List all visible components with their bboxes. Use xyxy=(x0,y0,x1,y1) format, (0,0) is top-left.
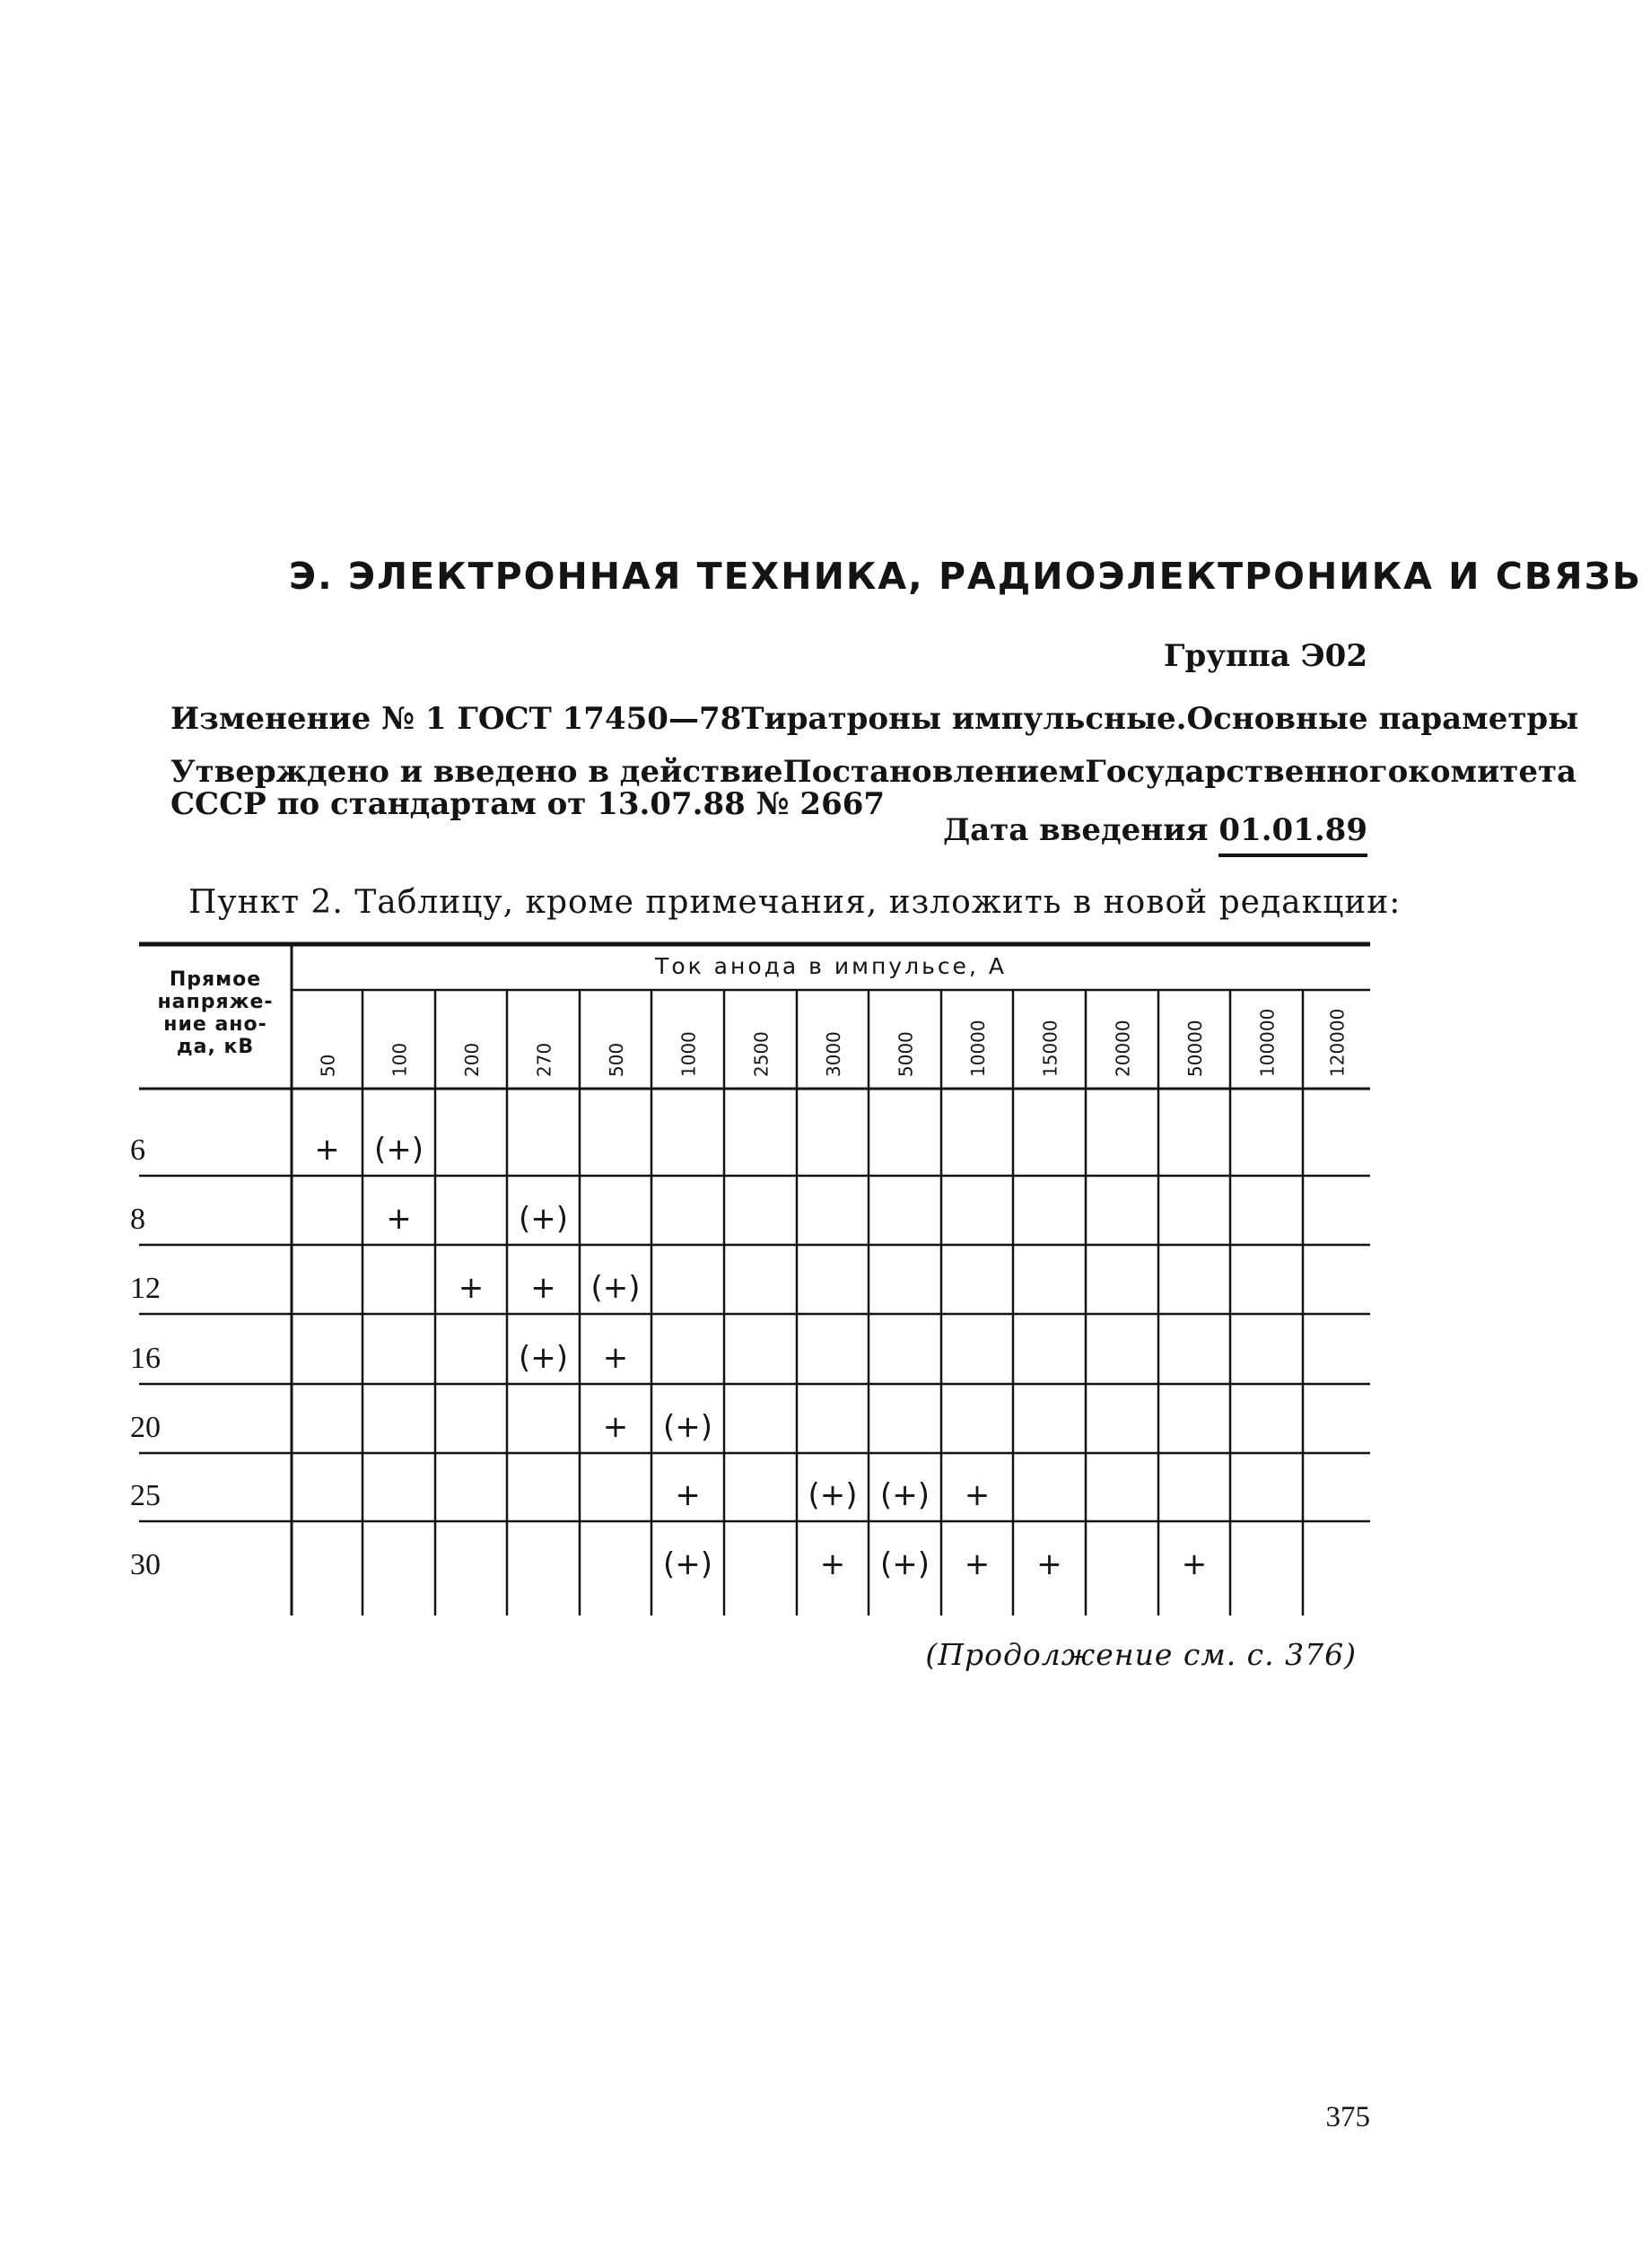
continuation-note: (Продолжение см. с. 376) xyxy=(925,1637,1357,1672)
approved-line-part: Постановлением xyxy=(782,754,1086,790)
table-cell-mark: + xyxy=(964,1477,991,1513)
table-cell-mark: (+) xyxy=(662,1409,713,1445)
table-cell-mark: + xyxy=(458,1270,485,1306)
table-cell-mark: + xyxy=(964,1546,991,1582)
date-value: 01.01.89 xyxy=(1218,812,1367,857)
approved-line-part: Государственного xyxy=(1085,754,1409,790)
current-column-label: 50000 xyxy=(1184,1020,1206,1077)
date-label: Дата введения xyxy=(942,812,1209,848)
current-column-label: 500 xyxy=(606,1042,627,1077)
section-title: Э. ЭЛЕКТРОННАЯ ТЕХНИКА, РАДИОЭЛЕКТРОНИКА И СВЯЗЬ xyxy=(289,555,1642,598)
current-column-label: 270 xyxy=(533,1042,555,1077)
header-voltage-label: Прямое xyxy=(169,968,262,991)
current-column-label: 15000 xyxy=(1039,1020,1061,1077)
group-label: Группа Э02 xyxy=(1163,638,1367,674)
table-cell-mark: + xyxy=(675,1477,701,1513)
voltage-cell: 8 xyxy=(130,1203,145,1236)
introduction-date xyxy=(943,812,1367,848)
table-cell-mark: + xyxy=(1181,1546,1208,1582)
current-column-label: 100000 xyxy=(1256,1008,1279,1077)
table-cell-mark: (+) xyxy=(879,1546,930,1582)
table-cell-mark: + xyxy=(602,1409,629,1445)
table-cell-mark: (+) xyxy=(590,1270,641,1306)
current-column-label: 2500 xyxy=(750,1031,773,1077)
approved-line xyxy=(170,754,1577,790)
voltage-cell: 25 xyxy=(130,1479,161,1512)
voltage-cell: 30 xyxy=(130,1548,161,1581)
approved-line-part: комитета xyxy=(1408,754,1577,790)
page-number: 375 xyxy=(1325,2101,1370,2133)
current-column-label: 20000 xyxy=(1112,1020,1134,1077)
current-column-label: 50 xyxy=(317,1054,339,1077)
table-cell-mark: (+) xyxy=(808,1477,858,1513)
header-voltage-label: да, кВ xyxy=(176,1036,255,1058)
punkt-instruction: Пункт 2. Таблицу, кроме примечания, изложить в новой редакции: xyxy=(188,884,1402,921)
voltage-cell: 6 xyxy=(130,1134,145,1167)
voltage-cell: 20 xyxy=(130,1411,161,1444)
table-cell-mark: + xyxy=(819,1546,846,1582)
table-cell-mark: + xyxy=(386,1201,412,1237)
ussr-line-text: СССР по стандартам от 13.07.88 № 2667 xyxy=(170,786,886,822)
voltage-cell: 12 xyxy=(130,1272,161,1305)
table-cell-mark: (+) xyxy=(879,1477,930,1513)
change-line xyxy=(170,701,1579,737)
table-cell-mark: + xyxy=(314,1132,340,1168)
table-cell-mark: + xyxy=(602,1340,629,1376)
approved-line-part: Утверждено и введено в действие xyxy=(170,754,783,790)
table-cell-mark: + xyxy=(530,1270,556,1306)
current-column-label: 200 xyxy=(461,1042,483,1077)
current-column-label: 3000 xyxy=(823,1031,844,1077)
voltage-cell: 16 xyxy=(130,1342,161,1375)
current-column-label: 1000 xyxy=(677,1031,700,1077)
table-cell-mark: (+) xyxy=(662,1546,713,1582)
table-cell-mark: (+) xyxy=(373,1132,424,1168)
change-line-part: Тиратроны импульсные. xyxy=(741,701,1187,737)
table-cell-mark: (+) xyxy=(518,1340,569,1376)
current-column-label: 5000 xyxy=(895,1031,917,1077)
table-text xyxy=(130,953,1349,1582)
current-column-label: 10000 xyxy=(967,1020,989,1077)
table-cell-mark: + xyxy=(1036,1546,1062,1582)
header-current-title: Ток анода в импульсе, А xyxy=(655,953,1007,979)
current-column-label: 100 xyxy=(389,1042,411,1077)
header-voltage-label: напряже- xyxy=(157,991,274,1013)
parameters-table xyxy=(130,940,1370,1622)
change-line-part: Изменение № 1 ГОСТ 17450—78 xyxy=(170,701,742,737)
change-line-part: Основные параметры xyxy=(1186,701,1579,737)
current-column-label: 120000 xyxy=(1326,1008,1349,1077)
table-cell-mark: (+) xyxy=(518,1201,569,1237)
header-voltage-label: ние ано- xyxy=(163,1013,267,1036)
